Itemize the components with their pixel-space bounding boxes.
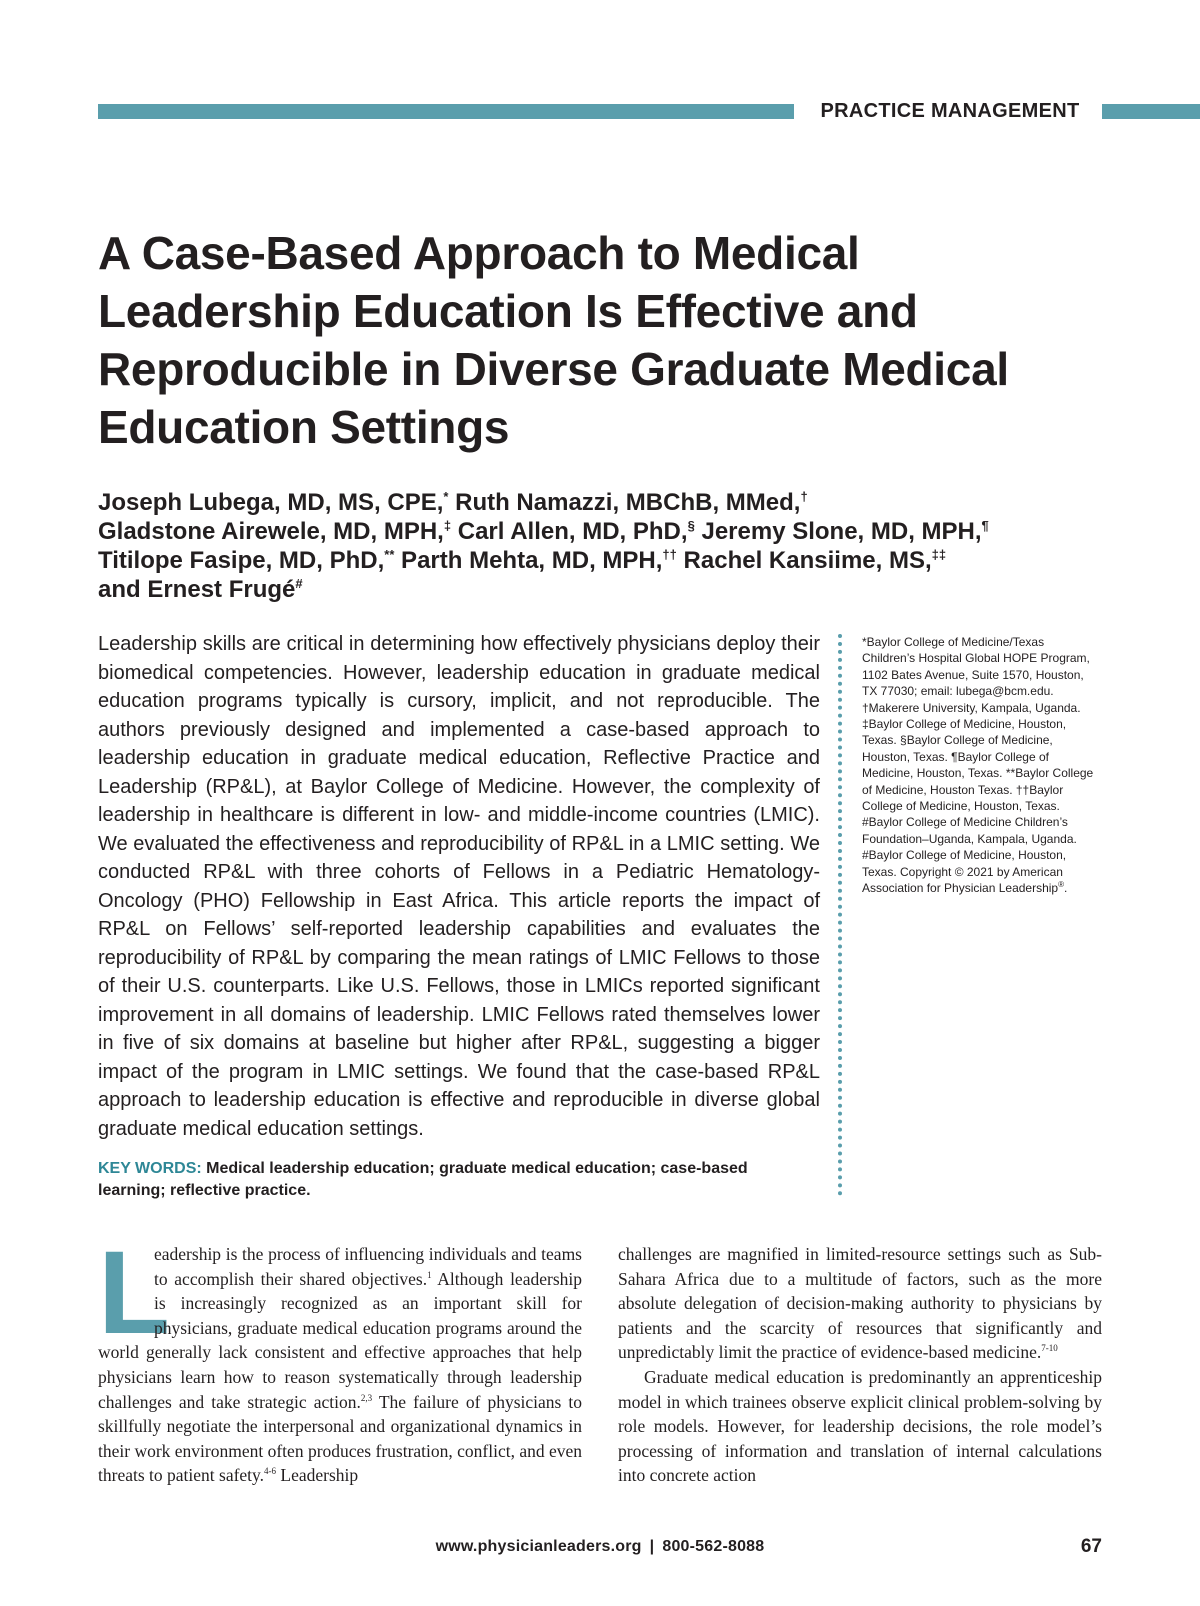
author-name: Joseph Lubega, MD, MS, CPE, — [98, 489, 444, 516]
author-mark: # — [295, 576, 303, 591]
author-name: and Ernest Frugé — [98, 576, 296, 603]
author-mark: * — [443, 489, 449, 504]
author-mark: § — [687, 518, 695, 533]
body-text: Graduate medical education is predominantly an apprenticeship model in which trainees observe explicit clinical problem-solving by role models. However, for leadership decisions, the role model’s processing of information and translation of internal calculations into concrete action — [618, 1366, 1102, 1486]
keywords-label: KEY WORDS: — [98, 1160, 202, 1177]
body-text: challenges are magnified in limited-resource settings such as Sub-Sahara Africa due to a multitude of factors, such as the more absolute delegation of decision-making authority to physicians by patients and the scarcity of resources that significantly and unpredictably limit the practice of evidence-based medicine. — [618, 1244, 1102, 1363]
author-name: Parth Mehta, MD, MPH, — [394, 547, 663, 574]
body-text: eadership is the process of influencing individuals and teams to accomplish their shared objectives. — [154, 1244, 582, 1289]
abstract: Leadership skills are critical in determining how effectively physicians deploy their biomedical competencies. However, leadership education in graduate medical education programs typically is cursory, implicit, and not reproducible. The authors previously designed and implemented a case-based approach to leadership education in graduate medical education, Reflective Practice and Leadership (RP&L), at Baylor College of Medicine. However, the complexity of leadership in healthcare is different in low- and middle-income countries (LMIC). We evaluated the effectiveness and reproducibility of RP&L in a LMIC setting. We conducted RP&L with three cohorts of Fellows in a Pediatric Hematology-Oncology (PHO) Fellowship in East Africa. This article reports the impact of RP&L on Fellows’ self-reported leadership capabilities and evaluates the reproducibility of RP&L by comparing the mean ratings of LMIC Fellows to those of their U.S. counterparts. Like U.S. Fellows, those in LMICs reported significant improvement in all domains of leadership. LMIC Fellows rated themselves lower in five of six domains at baseline but higher after RP&L, suggesting a bigger impact of the program in LMIC settings. We found that the case-based RP&L approach to leadership education is effective and reproducible in diverse global graduate medical education settings. — [98, 633, 820, 1140]
footer-phone: 800-562-8088 — [662, 1538, 765, 1555]
reference-mark: 7-10 — [1041, 1343, 1058, 1354]
body-text: The failure of physicians to skillfully negotiate the interpersonal and organizational dynamics in their work environment often produces frustration, conflict, and even threats to patient safety. — [98, 1391, 583, 1486]
body-paragraph — [618, 1242, 1102, 1365]
footer — [0, 1538, 1200, 1556]
reference-mark: 1 — [427, 1269, 432, 1280]
body-text: Leadership — [276, 1465, 359, 1486]
author-line — [98, 575, 1098, 604]
author-line — [98, 488, 1098, 517]
author-list — [98, 488, 1098, 604]
body-column-right — [618, 1242, 1102, 1488]
author-mark: ‡‡ — [931, 547, 947, 562]
reference-mark: 2,3 — [360, 1392, 373, 1403]
author-name: Ruth Namazzi, MBChB, MMed, — [448, 489, 801, 516]
body-paragraph — [98, 1227, 583, 1488]
drop-cap: L — [98, 1227, 171, 1359]
author-mark: ‡ — [443, 518, 452, 533]
dotted-divider — [838, 634, 842, 1196]
body-column-left — [98, 1227, 583, 1488]
author-mark: ¶ — [981, 518, 989, 533]
body-text: Although leadership is increasingly recognized as an important skill for physicians, graduate medical education programs around the world generally lack consistent and effective approaches that help physicians learn how to reason systematically through leadership challenges and take strategic action. — [98, 1268, 582, 1412]
author-line — [98, 546, 1098, 575]
header-rule-right — [1102, 104, 1200, 119]
author-name: Carl Allen, MD, PhD, — [451, 518, 688, 545]
footer-separator: | — [649, 1538, 655, 1555]
author-line — [98, 517, 1098, 546]
author-name: Jeremy Slone, MD, MPH, — [694, 518, 982, 545]
author-mark: † — [800, 489, 808, 504]
section-label: PRACTICE MANAGEMENT — [820, 100, 1080, 122]
header-rule-left — [98, 104, 794, 119]
affiliations — [862, 634, 1097, 897]
affiliations-text: *Baylor College of Medicine/Texas Children’s Hospital Global HOPE Program, 1102 Bates Avenue, Suite 1570, Houston, TX 77030; email: lubega@bcm.edu. †Makerere University, Kampala, Uganda. ‡Baylor College of Medicine, Houston, Texas. §Baylor College of Medicine, Houston, Texas. ¶Baylor College of Medicine, Houston, Texas. **Baylor College of Medicine, Houston Texas. ††Baylor College of Medicine, Houston, Texas. #Baylor College of Medicine Children’s Foundation–Uganda, Kampala, Uganda. #Baylor College of Medicine, Houston, Texas. Copyright © 2021 by American Association for Physician Leadership — [862, 635, 1094, 896]
author-name: Gladstone Airewele, MD, MPH, — [98, 518, 444, 545]
author-name: Titilope Fasipe, MD, PhD, — [98, 547, 385, 574]
registered-mark: ® — [1058, 880, 1065, 890]
author-name: Rachel Kansiime, MS, — [676, 547, 932, 574]
author-mark: †† — [662, 547, 677, 562]
footer-website: www.physicianleaders.org — [435, 1538, 642, 1555]
body-paragraph — [618, 1365, 1102, 1488]
author-mark: ** — [384, 547, 395, 562]
affiliations-end: . — [1064, 881, 1068, 896]
reference-mark: 4-6 — [264, 1466, 277, 1477]
keywords — [98, 1158, 813, 1202]
page-number: 67 — [1080, 1536, 1102, 1557]
keywords-text: Medical leadership education; graduate medical education; case-based learning; reflective practice. — [98, 1160, 748, 1199]
article-title: A Case-Based Approach to Medical Leadership Education Is Effective and Reproducible in Diverse Graduate Medical Education Settings — [98, 227, 1009, 453]
